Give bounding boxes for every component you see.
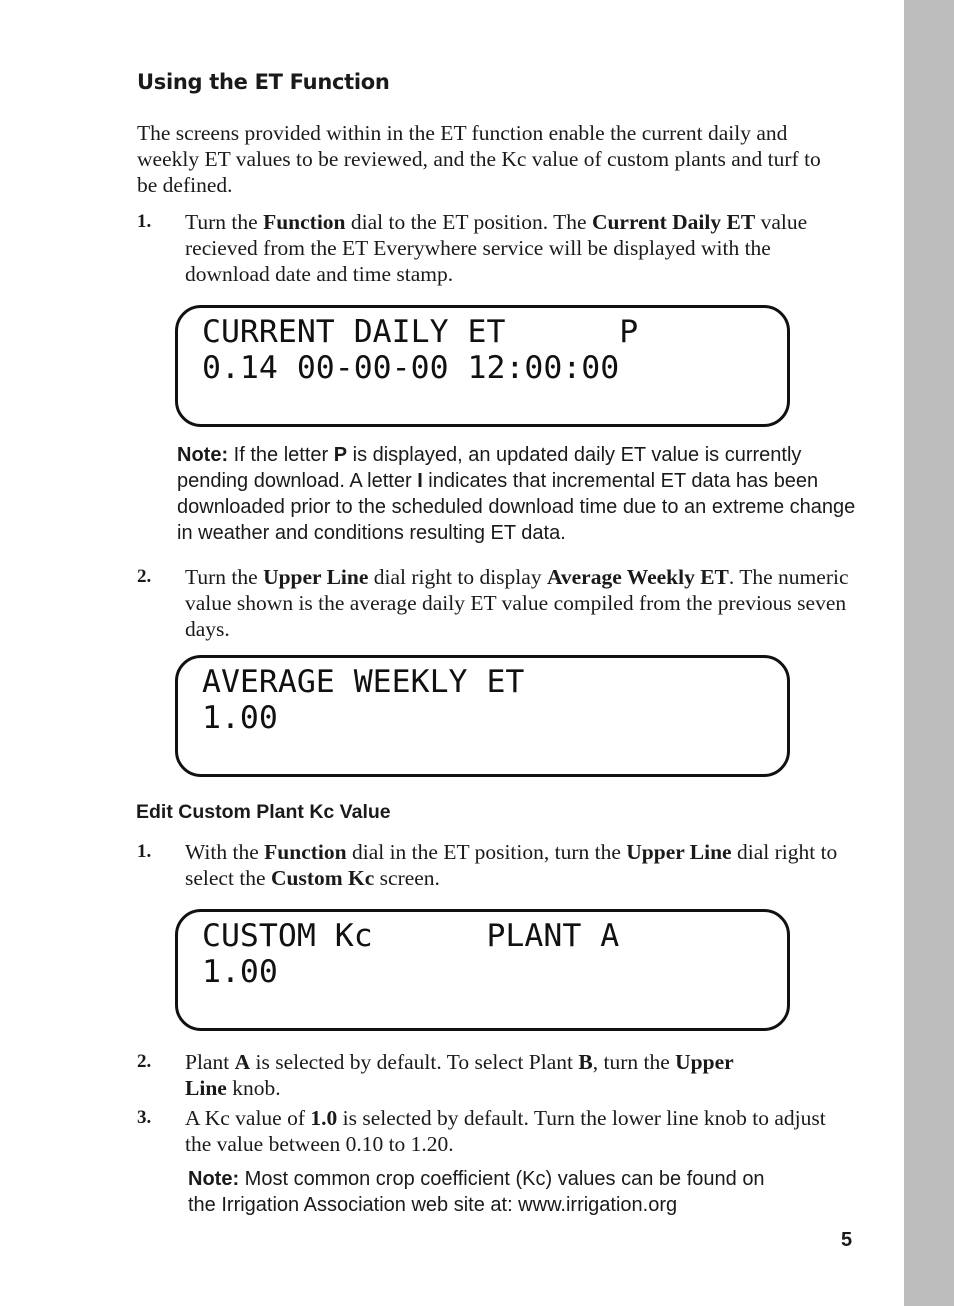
- intro-paragraph: The screens provided within in the ET function enable the current daily and weekly ET values to be reviewed, and the Kc value of custom plants and turf to be defined.: [137, 121, 821, 197]
- page-number: 5: [841, 1229, 853, 1251]
- lcd-line-1: CUSTOM Kc PLANT A: [202, 918, 620, 954]
- step-text: A Kc value of 1.0 is selected by default. Turn the lower line knob to adjust the value between 0.10 to 1.20.: [185, 1106, 826, 1156]
- side-tab-bar: [904, 0, 954, 1306]
- lcd-line-2: 1.00: [202, 700, 278, 736]
- step-text: With the Function dial in the ET position, turn the Upper Line dial right to select the Custom Kc screen.: [185, 840, 838, 890]
- step-number: 2.: [137, 566, 152, 587]
- step-number: 3.: [137, 1107, 152, 1128]
- step-number: 1.: [137, 211, 152, 232]
- subsection-title: Edit Custom Plant Kc Value: [136, 801, 391, 823]
- lcd-screen-custom-kc: [175, 909, 790, 1031]
- step-number: 1.: [137, 841, 152, 862]
- step-number: 2.: [137, 1051, 152, 1072]
- lcd-line-2: 0.14 00-00-00 12:00:00: [202, 350, 620, 386]
- lcd-line-1: CURRENT DAILY ET P: [202, 314, 639, 350]
- lcd-line-1: AVERAGE WEEKLY ET: [202, 664, 525, 700]
- lcd-line-2: 1.00: [202, 954, 278, 990]
- note-pending-download: Note: If the letter P is displayed, an updated daily ET value is currently pending download. A letter I indicates that incremental ET data has been downloaded prior to the scheduled download time due to an extreme change in weather and conditions resulting ET data.: [177, 444, 856, 544]
- section-title: Using the ET Function: [137, 70, 390, 94]
- step-text: Turn the Upper Line dial right to display Average Weekly ET. The numeric value shown is the average daily ET value compiled from the previous seven days.: [185, 565, 849, 641]
- step-text: Plant A is selected by default. To select Plant B, turn the Upper Line knob.: [185, 1050, 734, 1100]
- lcd-screen-current-daily-et: [175, 305, 790, 427]
- step-text: Turn the Function dial to the ET position. The Current Daily ET value recieved from the ET Everywhere service will be displayed with the download date and time stamp.: [185, 210, 808, 286]
- note-crop-coefficient: Note: Most common crop coefficient (Kc) values can be found on the Irrigation Association web site at: www.irrigation.org: [188, 1168, 765, 1216]
- lcd-screen-average-weekly-et: [175, 655, 790, 777]
